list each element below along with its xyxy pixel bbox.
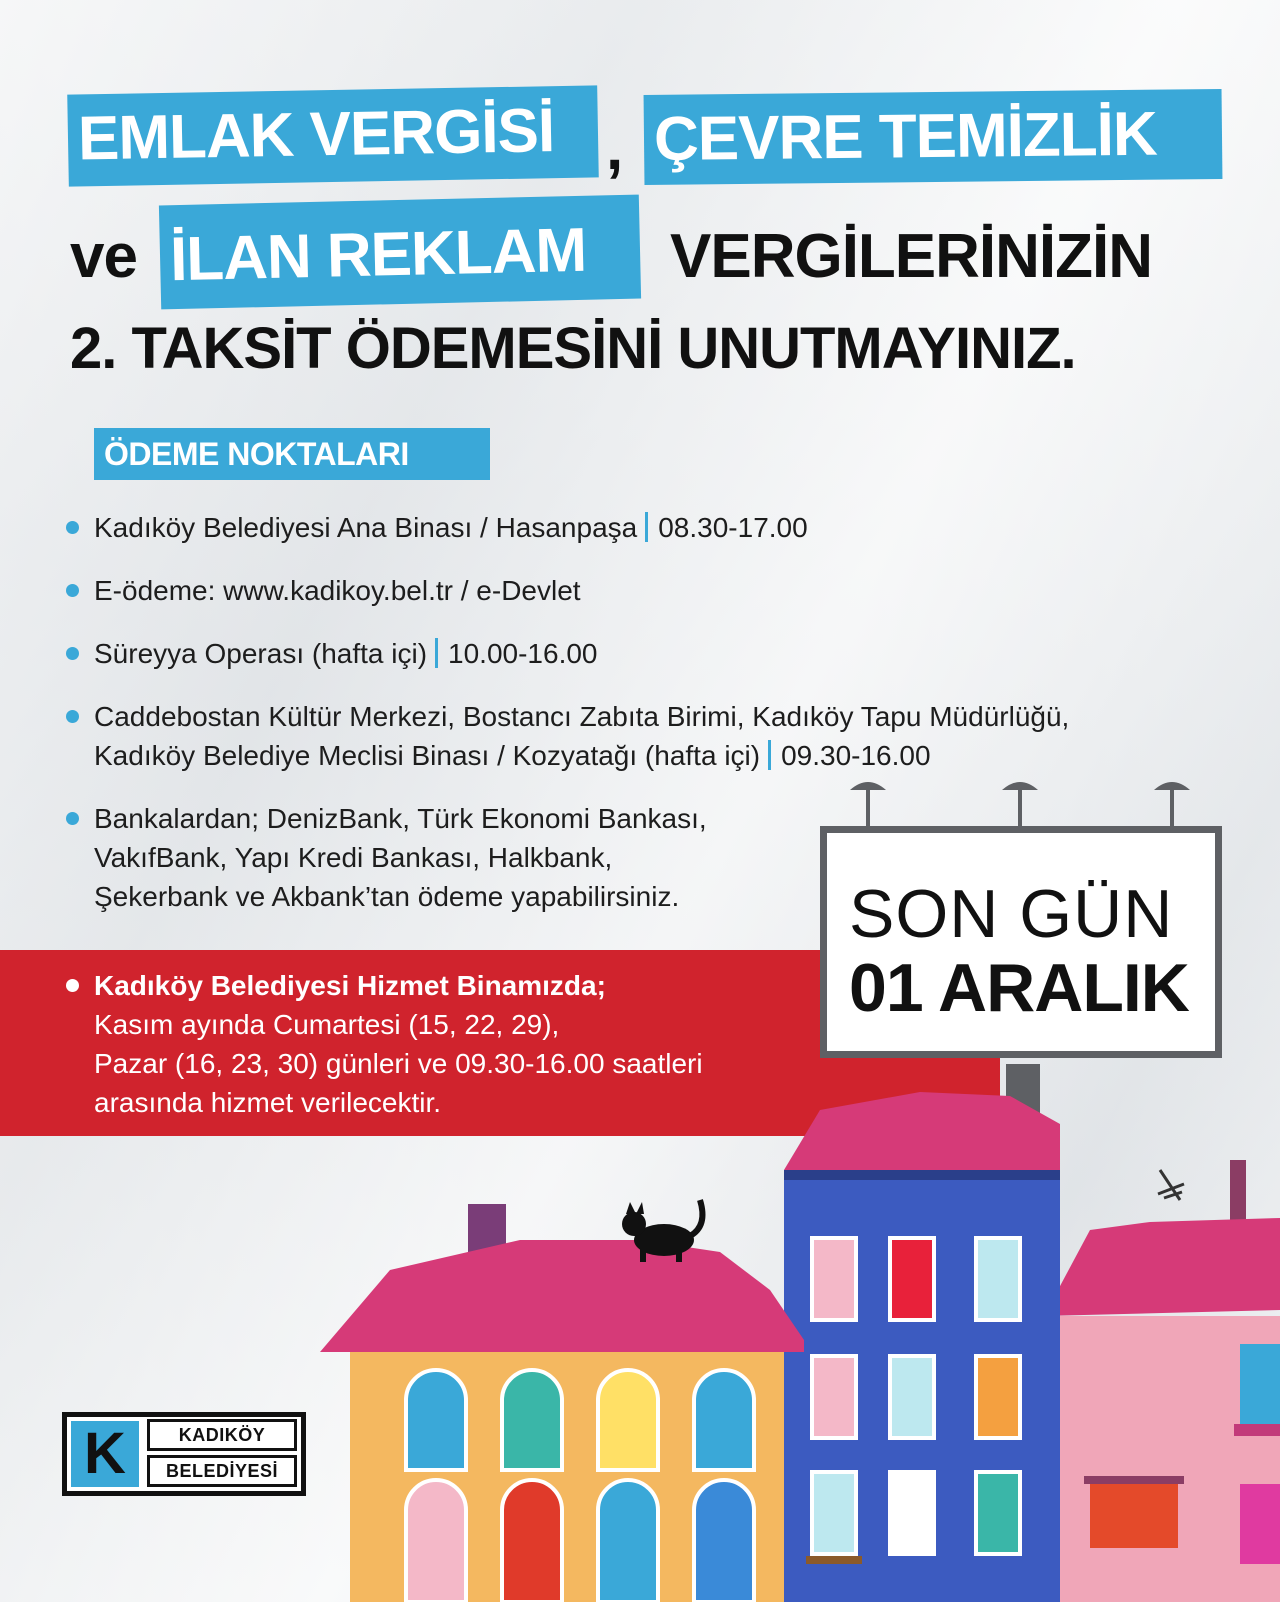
payment-point-line: Caddebostan Kültür Merkezi, Bostancı Zabıta Birimi, Kadıköy Tapu Müdürlüğü,: [94, 701, 1070, 732]
headline-comma: ,: [606, 114, 623, 183]
weekend-service-line: Kasım ayında Cumartesi (15, 22, 29),: [94, 1009, 560, 1040]
payment-point-text: Kadıköy Belediyesi Ana Binası / Hasanpaşa: [94, 512, 638, 543]
headline-ilan: İLAN REKLAM: [169, 215, 587, 295]
pink-house: [1044, 1160, 1280, 1602]
payment-point-hours: 08.30-17.00: [658, 512, 808, 543]
yellow-house: [320, 1204, 804, 1602]
blue-house: [784, 1092, 1060, 1602]
logo-letter: K: [71, 1421, 139, 1487]
deadline-date: 01 ARALIK: [849, 950, 1189, 1026]
deadline-label: SON GÜN: [849, 876, 1174, 952]
payment-point-line: Şekerbank ve Akbank’tan ödeme yapabilirsiniz.: [94, 881, 680, 912]
kadikoy-logo: [62, 1412, 306, 1496]
payment-point-line: Bankalardan; DenizBank, Türk Ekonomi Bankası,: [94, 803, 707, 834]
headline-ve: ve: [70, 222, 137, 291]
headline-cevre: ÇEVRE TEMİZLİK: [653, 99, 1158, 174]
logo-line1: KADIKÖY: [147, 1419, 297, 1451]
payment-point-text: Süreyya Operası (hafta içi): [94, 638, 428, 669]
headline-taksit: 2. TAKSİT ÖDEMESİNİ UNUTMAYINIZ.: [70, 316, 1076, 381]
payment-point-line: VakıfBank, Yapı Kredi Bankası, Halkbank,: [94, 842, 613, 873]
weekend-service-title: Kadıköy Belediyesi Hizmet Binamızda;: [94, 970, 606, 1001]
billboard-lamps: [850, 782, 1190, 826]
payment-point-line: Kadıköy Belediye Meclisi Binası / Kozyatağı (hafta içi): [94, 740, 761, 771]
payment-point-hours: 09.30-16.00: [781, 740, 931, 771]
headline-emlak: EMLAK VERGİSİ: [77, 96, 555, 174]
deadline-billboard: [820, 826, 1222, 1058]
payment-points-title: ÖDEME NOKTALARI: [94, 428, 490, 480]
payment-point-text: E-ödeme: www.kadikoy.bel.tr / e-Devlet: [94, 575, 581, 606]
logo-line2: BELEDİYESİ: [147, 1455, 297, 1487]
weekend-service-line: arasında hizmet verilecektir.: [94, 1087, 442, 1118]
payment-point-hours: 10.00-16.00: [448, 638, 598, 669]
headline-vergilerinizin: VERGİLERİNİZİN: [670, 222, 1153, 291]
weekend-service-line: Pazar (16, 23, 30) günleri ve 09.30-16.00 saatleri: [94, 1048, 703, 1079]
